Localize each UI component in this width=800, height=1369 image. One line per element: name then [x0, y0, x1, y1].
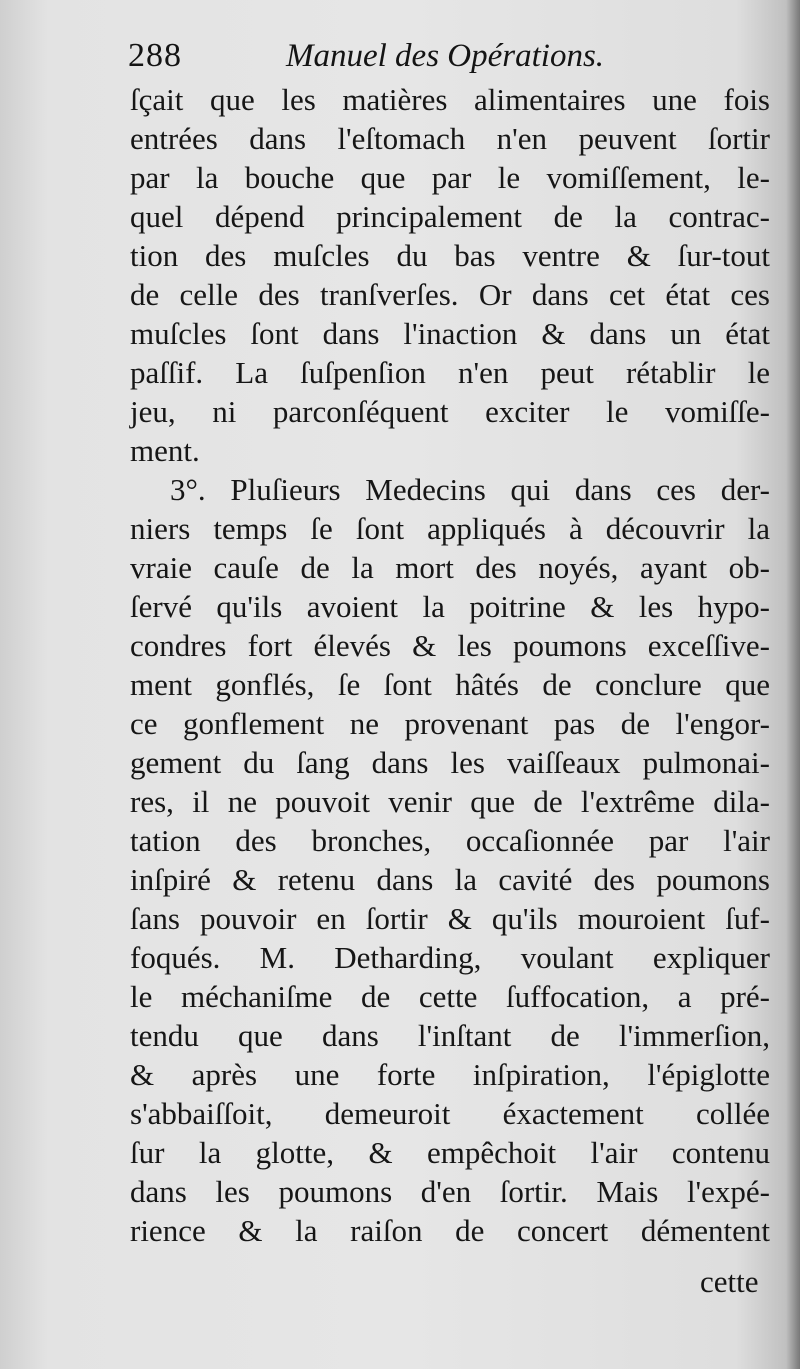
running-title: Manuel des Opérations.	[286, 38, 605, 74]
text-line: ſervé qu'ils avoient la poitrine & les hypo-	[130, 589, 770, 624]
text-line: muſcles ſont dans l'inaction & dans un état	[130, 316, 770, 351]
text-line: tation des bronches, occaſionnée par l'air	[130, 823, 770, 858]
paragraph-start-line: 3°. Pluſieurs Medecins qui dans ces der-	[170, 472, 770, 507]
text-line: ment.	[130, 433, 200, 468]
text-line: vraie cauſe de la mort des noyés, ayant ob-	[130, 550, 770, 585]
text-line: ſur la glotte, & empêchoit l'air contenu	[130, 1135, 770, 1170]
text-line: de celle des tranſverſes. Or dans cet état ces	[130, 277, 770, 312]
text-line: dans les poumons d'en ſortir. Mais l'expé-	[130, 1174, 770, 1209]
page-number: 288	[128, 37, 182, 74]
page-edge-shadow	[786, 0, 800, 1369]
text-line: gement du ſang dans les vaiſſeaux pulmonai-	[130, 745, 770, 780]
page-header	[128, 34, 648, 78]
text-line: ſans pouvoir en ſortir & qu'ils mouroient ſuf-	[130, 901, 770, 936]
text-line: par la bouche que par le vomiſſement, le-	[130, 160, 770, 195]
text-line: jeu, ni parconſéquent exciter le vomiſſe-	[130, 394, 770, 429]
catchword: cette	[700, 1264, 759, 1299]
text-line: tendu que dans l'inſtant de l'immerſion,	[130, 1018, 770, 1053]
text-line: ce gonflement ne provenant pas de l'engor-	[130, 706, 770, 741]
text-line: condres fort élevés & les poumons exceſſive-	[130, 628, 770, 663]
text-line: s'abbaiſſoit, demeuroit éxactement collée	[130, 1096, 770, 1131]
text-line: paſſif. La ſuſpenſion n'en peut rétablir le	[130, 355, 770, 390]
text-line: tion des muſcles du bas ventre & ſur-tout	[130, 238, 770, 273]
text-line: le méchaniſme de cette ſuffocation, a pré-	[130, 979, 770, 1014]
text-line: & après une forte inſpiration, l'épiglotte	[130, 1057, 770, 1092]
text-line: ment gonflés, ſe ſont hâtés de conclure que	[130, 667, 770, 702]
body-text	[130, 80, 770, 1250]
text-line: inſpiré & retenu dans la cavité des poumons	[130, 862, 770, 897]
text-line: foqués. M. Detharding, voulant expliquer	[130, 940, 770, 975]
text-line: res, il ne pouvoit venir que de l'extrême dila-	[130, 784, 770, 819]
text-line: ſçait que les matières alimentaires une fois	[130, 82, 770, 117]
text-line: quel dépend principalement de la contrac-	[130, 199, 770, 234]
text-line: rience & la raiſon de concert démentent	[130, 1213, 770, 1248]
text-line: entrées dans l'eſtomach n'en peuvent ſortir	[130, 121, 770, 156]
text-line: niers temps ſe ſont appliqués à découvrir la	[130, 511, 770, 546]
